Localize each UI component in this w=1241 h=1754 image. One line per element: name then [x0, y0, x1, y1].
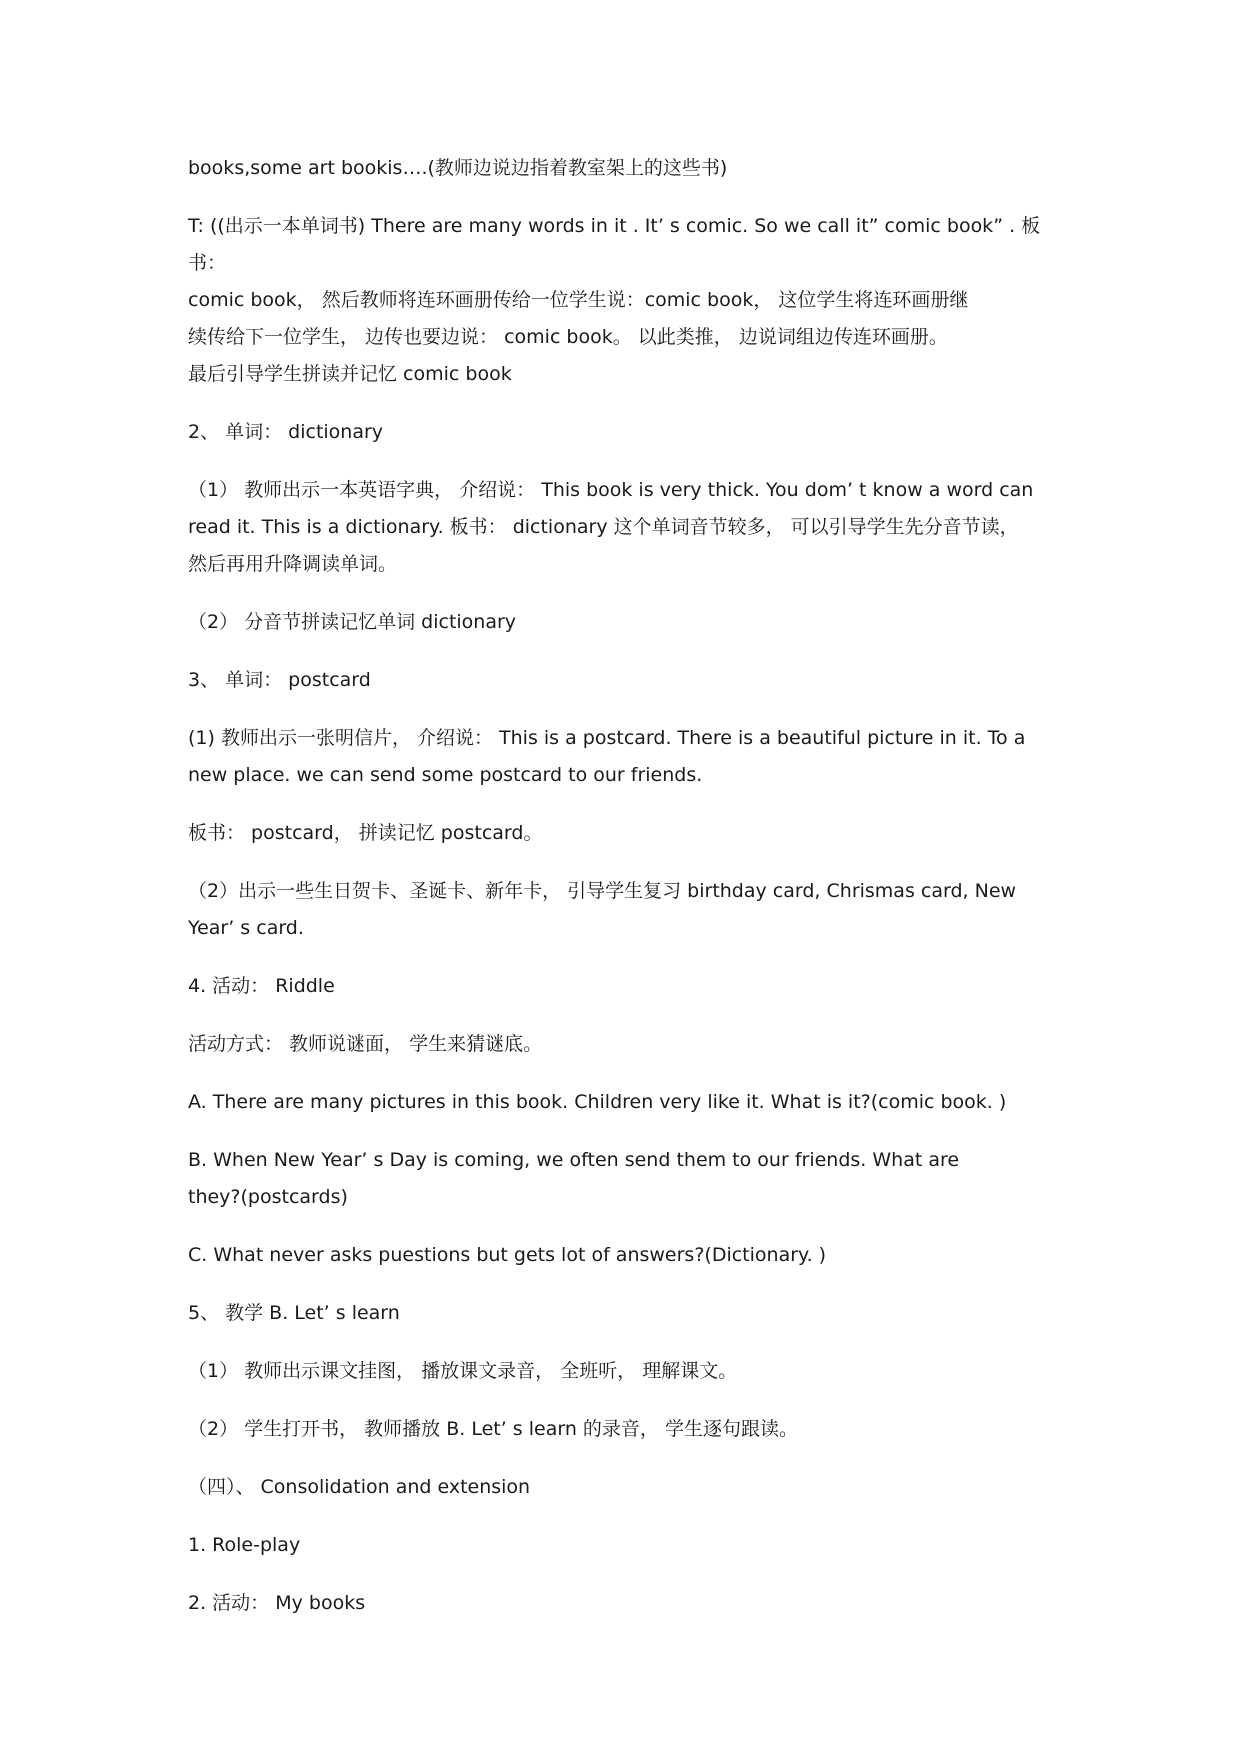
paragraph-postcard-step-1 — [188, 720, 1068, 794]
text-line: 续传给下一位学生， 边传也要边说： comic book。 以此类推， 边说词组边传连环画册。 — [188, 326, 948, 348]
item-activity-my-books — [188, 1585, 1068, 1622]
text-line: 3、 单词： postcard — [188, 669, 371, 691]
text-line: A. There are many pictures in this book. Children very like it. What is it?(comic book. ) — [188, 1091, 1007, 1113]
document-body — [188, 150, 1068, 1643]
paragraph-postcard-step-2 — [188, 873, 1068, 947]
text-line: （1） 教师出示课文挂图， 播放课文录音， 全班听， 理解课文。 — [188, 1360, 738, 1382]
paragraph-activity-method — [188, 1026, 1068, 1063]
text-line: （2）出示一些生日贺卡、圣诞卡、新年卡， 引导学生复习 birthday card, Chrismas card, New — [188, 880, 1017, 902]
paragraph-lets-learn-step-2 — [188, 1411, 1068, 1448]
item-role-play — [188, 1527, 1068, 1564]
text-line: 最后引导学生拼读并记忆 comic book — [188, 363, 512, 385]
heading-word-postcard — [188, 662, 1068, 699]
text-line: （1） 教师出示一本英语字典， 介绍说： This book is very thick. You dom’ t know a word can — [188, 479, 1034, 501]
heading-activity-riddle — [188, 968, 1068, 1005]
text-line: T: ((出示一本单词书) There are many words in it . It’ s comic. So we call it” comic book” . 板书： — [188, 215, 1041, 274]
text-line: Year’ s card. — [188, 917, 304, 939]
paragraph-lets-learn-step-1 — [188, 1353, 1068, 1390]
heading-lets-learn — [188, 1295, 1068, 1332]
text-line: they?(postcards) — [188, 1186, 348, 1208]
paragraph-dictionary-step-1 — [188, 472, 1068, 583]
paragraph-books-intro — [188, 150, 1068, 187]
paragraph-dictionary-step-2 — [188, 604, 1068, 641]
heading-word-dictionary — [188, 414, 1068, 451]
text-line: comic book， 然后教师将连环画册传给一位学生说：comic book， 这位学生将连环画册继 — [188, 289, 969, 311]
text-line: 然后再用升降调读单词。 — [188, 553, 398, 575]
text-line: 5、 教学 B. Let’ s learn — [188, 1302, 400, 1324]
text-line: 活动方式： 教师说谜面， 学生来猜谜底。 — [188, 1033, 543, 1055]
text-line: C. What never asks puestions but gets lot of answers?(Dictionary. ) — [188, 1244, 827, 1266]
text-line: 1. Role-play — [188, 1534, 301, 1556]
text-line: （2） 分音节拼读记忆单词 dictionary — [188, 611, 517, 633]
text-line: new place. we can send some postcard to our friends. — [188, 764, 703, 786]
riddle-c — [188, 1237, 1068, 1274]
text-line: 2、 单词： dictionary — [188, 421, 384, 443]
text-line: read it. This is a dictionary. 板书： dictionary 这个单词音节较多， 可以引导学生先分音节读， — [188, 516, 1019, 538]
text-line: 板书： postcard， 拼读记忆 postcard。 — [188, 822, 543, 844]
text-line: (1) 教师出示一张明信片， 介绍说： This is a postcard. There is a beautiful picture in it. To a — [188, 727, 1026, 749]
paragraph-postcard-board — [188, 815, 1068, 852]
riddle-a — [188, 1084, 1068, 1121]
riddle-b — [188, 1142, 1068, 1216]
text-line: books,some art bookis….(教师边说边指着教室架上的这些书) — [188, 157, 728, 179]
text-line: 4. 活动： Riddle — [188, 975, 335, 997]
text-line: B. When New Year’ s Day is coming, we often send them to our friends. What are — [188, 1149, 960, 1171]
text-line: （四）、 Consolidation and extension — [188, 1476, 531, 1498]
text-line: 2. 活动： My books — [188, 1592, 366, 1614]
paragraph-comic-book — [188, 208, 1068, 393]
heading-consolidation — [188, 1469, 1068, 1506]
text-line: （2） 学生打开书， 教师播放 B. Let’ s learn 的录音， 学生逐句跟读。 — [188, 1418, 798, 1440]
